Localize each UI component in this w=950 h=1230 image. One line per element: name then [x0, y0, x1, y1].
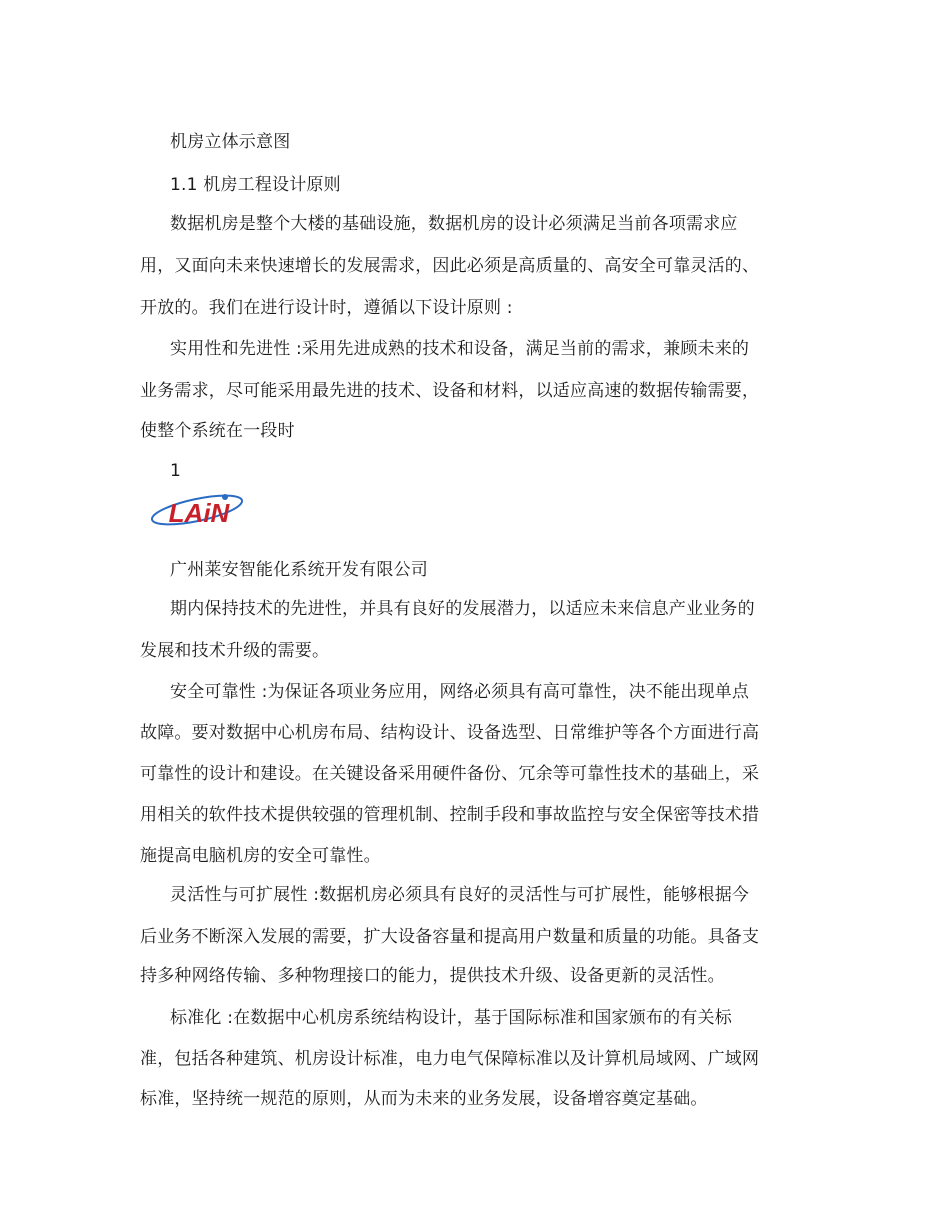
paragraph-standard-line-3: 标准，坚持统一规范的原则，从而为未来的业务发展，设备增容奠定基础。: [140, 1089, 708, 1109]
paragraph-flexibility-line-3: 持多种网络传输、多种物理接口的能力，提供技术升级、设备更新的灵活性。: [140, 966, 725, 986]
paragraph-continue-line-1: 期内保持技术的先进性，并具有良好的发展潜力，以适应未来信息产业业务的: [170, 599, 755, 619]
paragraph-security-line-2: 故障。要对数据中心机房布局、结构设计、设备选型、日常维护等各个方面进行高: [140, 723, 760, 743]
paragraph-practical-line-2: 业务需求，尽可能采用最先进的技术、设备和材料，以适应高速的数据传输需要，: [140, 381, 760, 401]
section-heading: 1.1 机房工程设计原则: [170, 175, 341, 195]
paragraph-security-line-3: 可靠性的设计和建设。在关键设备采用硬件备份、冗余等可靠性技术的基础上，采: [140, 764, 760, 784]
paragraph-intro-line-1: 数据机房是整个大楼的基础设施，数据机房的设计必须满足当前各项需求应: [170, 214, 738, 234]
figure-caption: 机房立体示意图: [170, 132, 291, 152]
page-number: 1: [170, 461, 182, 481]
paragraph-security-line-4: 用相关的软件技术提供较强的管理机制、控制手段和事故监控与安全保密等技术措: [140, 805, 760, 825]
paragraph-standard-line-2: 准，包括各种建筑、机房设计标准，电力电气保障标准以及计算机局域网、广域网: [140, 1049, 760, 1069]
paragraph-intro-line-2: 用，又面向未来快速增长的发展需求，因此必须是高质量的、高安全可靠灵活的、: [140, 256, 760, 276]
company-name: 广州莱安智能化系统开发有限公司: [170, 560, 428, 580]
paragraph-practical-line-1: 实用性和先进性 :采用先进成熟的技术和设备，满足当前的需求，兼顾未来的: [170, 339, 750, 359]
paragraph-security-line-1: 安全可靠性 :为保证各项业务应用，网络必须具有高可靠性，决不能出现单点: [170, 682, 750, 702]
paragraph-flexibility-line-2: 后业务不断深入发展的需要，扩大设备容量和提高用户数量和质量的功能。具备支: [140, 927, 760, 947]
paragraph-continue-line-2: 发展和技术升级的需要。: [140, 641, 330, 661]
logo-text: LAiN: [168, 498, 230, 528]
paragraph-standard-line-1: 标准化 :在数据中心机房系统结构设计，基于国际标准和国家颁布的有关标: [170, 1008, 732, 1028]
paragraph-intro-line-3: 开放的。我们在进行设计时，遵循以下设计原则 :: [140, 298, 513, 318]
paragraph-practical-line-3: 使整个系统在一段时: [140, 421, 295, 441]
paragraph-flexibility-line-1: 灵活性与可扩展性 :数据机房必须具有良好的灵活性与可扩展性，能够根据今: [170, 885, 750, 905]
paragraph-security-line-5: 施提高电脑机房的安全可靠性。: [140, 846, 381, 866]
company-logo: [145, 486, 253, 534]
